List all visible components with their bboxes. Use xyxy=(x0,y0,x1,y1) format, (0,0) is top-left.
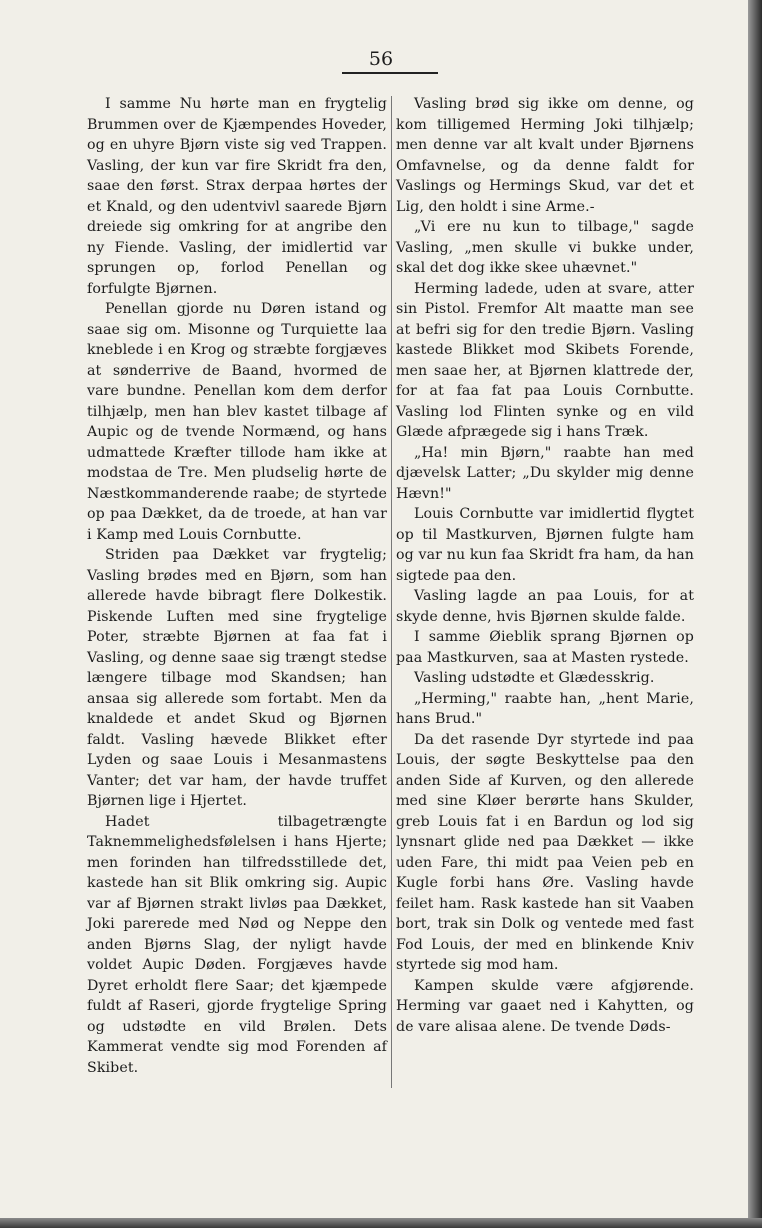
paragraph: Striden paa Dækket var frygtelig; Vasling brødes med en Bjørn, som han allerede havde bibragt flere Dolkestik. Piskende Luften med sine frygtelige Poter, stræbte Bjørnen at faa fat i Vasling, og denne saae sig trængt stedse længere tilbage mod Skandsen; han ansaa sig allerede som fortabt. Men da knaldede et andet Skud og Bjørnen faldt. Vasling hævede Blikket efter Lyden og saae Louis i Mesanmastens Vanter; det var ham, der havde truffet Bjørnen lige i Hjertet. xyxy=(87,547,387,809)
paragraph: Da det rasende Dyr styrtede ind paa Louis, der søgte Beskyttelse paa den anden Side af Kurven, og den allerede med sine Kløer berørte hans Skulder, greb Louis fat i en Bardun og lod sig lynsnart glide ned paa Dækket — ikke uden Fare, thi midt paa Veien peb en Kugle forbi hans Øre. Vasling havde feilet ham. Rask kastede han sit Vaaben bort, trak sin Dolk og ventede med fast Fod Louis, der med en blinkende Kniv styrtede sig mod ham. xyxy=(396,731,694,973)
paragraph: „Herming," raabte han, „hent Marie, hans Brud." xyxy=(396,690,694,727)
column-divider xyxy=(391,96,392,1088)
paragraph: Kampen skulde være afgjørende. Herming var gaaet ned i Kahytten, og de vare alisaa alene. De tvende Døds- xyxy=(396,977,694,1035)
paragraph: Vasling brød sig ikke om denne, og kom tilligemed Herming Joki tilhjælp; men denne var alt kvalt under Bjørnens Omfavnelse, og da denne faldt for Vaslings og Hermings Skud, var det et Lig, den holdt i sine Arme.- xyxy=(396,96,694,215)
paragraph: Louis Cornbutte var imidlertid flygtet op til Mastkurven, Bjørnen fulgte ham og var nu kun faa Skridt fra ham, da han sigtede paa den. xyxy=(396,506,694,584)
paragraph: I samme Øieblik sprang Bjørnen op paa Mastkurven, saa at Masten rystede. xyxy=(396,629,694,666)
paragraph: „Vi ere nu kun to tilbage," sagde Vasling, „men skulle vi bukke under, skal det dog ikke skee uhævnet." xyxy=(396,219,694,276)
page-number: 56 xyxy=(368,48,394,70)
paragraph: „Ha! min Bjørn," raabte han med djævelsk Latter; „Du skylder mig denne Hævn!" xyxy=(396,444,694,502)
paragraph: Penellan gjorde nu Døren istand og saae sig om. Misonne og Turquiette laa kneblede i en Krog og stræbte forgjæves at sønderrive de Baand, hvormed de vare bundne. Penellan kom dem derfor tilhjælp, men han blev kastet tilbage af Aupic og de tvende Normænd, og hans udmattede Kræfter tillode ham ikke at modstaa de Tre. Men pludselig hørte de Næstkommanderende raabe; de styrtede op paa Dækket, da de troede, at han var i Kamp med Louis Cornbutte. xyxy=(87,301,387,543)
page-edge-shadow xyxy=(748,0,762,1228)
paragraph: I samme Nu hørte man en frygtelig Brummen over de Kjæmpendes Hoveder, og en uhyre Bjørn viste sig ved Trappen. Vasling, der kun var fire Skridt fra den, saae den først. Strax derpaa hørtes der et Knald, og den udentvivl saarede Bjørn dreiede sig omkring for at angribe den ny Fiende. Vasling, der imidlertid var sprungen op, forlod Penellan og forfulgte Bjørnen. xyxy=(87,96,387,297)
left-column xyxy=(87,94,387,1078)
paragraph: Herming ladede, uden at svare, atter sin Pistol. Fremfor Alt maatte man see at befri sig for den tredie Bjørn. Vasling kastede Blikket mod Skibets Forende, men saae her, at Bjørnen klattrede der, for at faa fat paa Louis Cornbutte. Vasling lod Flinten synke og en vild Glæde afprægede sig i hans Træk. xyxy=(396,280,694,440)
paragraph: Hadet tilbagetrængte Taknemmelighedsfølelsen i hans Hjerte; men forinden han tilfredsstillede det, kastede han sit Blik omkring sig. Aupic var af Bjørnen strakt livløs paa Dækket, Joki parerede med Nød og Neppe den anden Bjørns Slag, der nyligt havde voldet Aupic Døden. Forgjæves havde Dyret erholdt flere Saar; det kjæmpede fuldt af Raseri, gjorde frygtelige Spring og udstødte en vild Brølen. Dets Kammerat vendte sig mod Forenden af Skibet. xyxy=(87,813,387,1076)
page-bottom-edge xyxy=(0,1218,762,1228)
paragraph: Vasling udstødte et Glædesskrig. xyxy=(414,670,655,686)
right-column xyxy=(396,94,694,1037)
header-rule xyxy=(342,72,438,74)
paragraph: Vasling lagde an paa Louis, for at skyde denne, hvis Bjørnen skulde falde. xyxy=(396,588,694,625)
